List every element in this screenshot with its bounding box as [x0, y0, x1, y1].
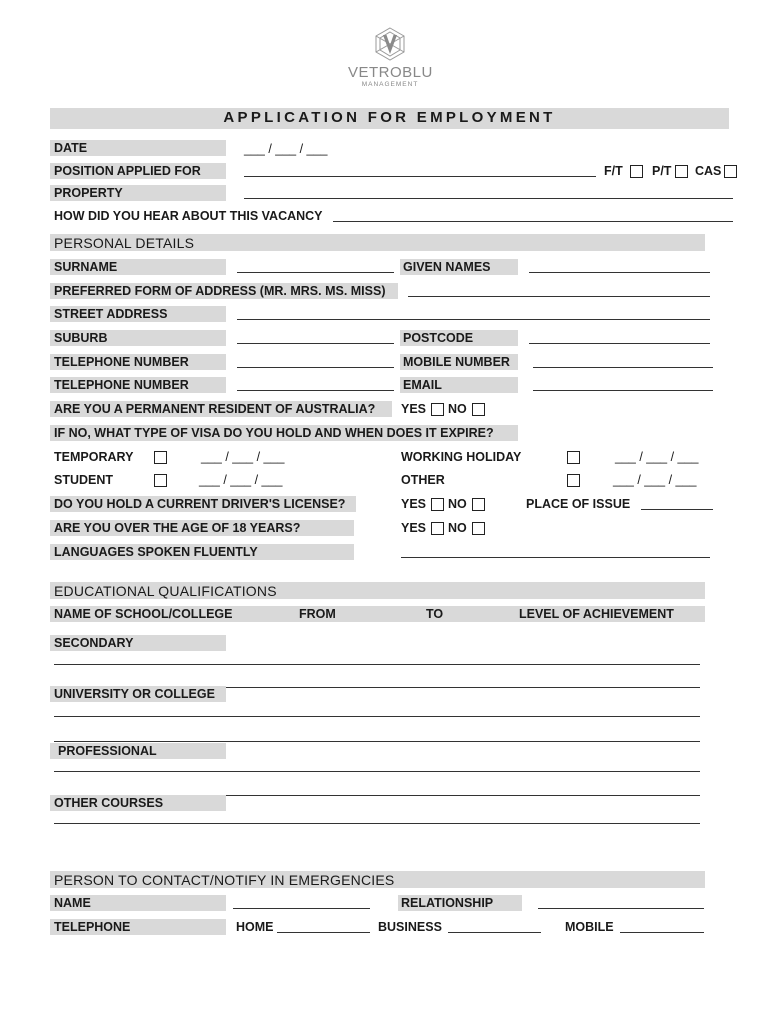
temporary-label: TEMPORARY — [54, 450, 134, 464]
property-field[interactable] — [244, 198, 733, 199]
street-field[interactable] — [237, 319, 710, 320]
logo-emblem-icon — [370, 26, 410, 62]
languages-field[interactable] — [401, 557, 710, 558]
date-field[interactable]: ___ / ___ / ___ — [244, 142, 328, 156]
emergency-telephone-label: TELEPHONE — [54, 920, 131, 934]
preferred-address-field[interactable] — [408, 296, 710, 297]
position-label: POSITION APPLIED FOR — [54, 164, 201, 178]
position-field[interactable] — [244, 176, 596, 177]
resident-question: ARE YOU A PERMANENT RESIDENT OF AUSTRALIA? — [54, 402, 376, 416]
resident-no-label: NO — [448, 402, 467, 416]
property-label: PROPERTY — [54, 186, 123, 200]
logo-subtitle: MANAGEMENT — [361, 81, 419, 88]
visa-question: IF NO, WHAT TYPE OF VISA DO YOU HOLD AND WHEN DOES IT EXPIRE? — [54, 426, 494, 440]
license-question: DO YOU HOLD A CURRENT DRIVER'S LICENSE? — [54, 497, 346, 511]
given-names-field[interactable] — [529, 272, 710, 273]
relationship-field[interactable] — [538, 908, 704, 909]
date-label: DATE — [54, 141, 88, 155]
license-no-checkbox[interactable] — [472, 498, 485, 511]
street-label: STREET ADDRESS — [54, 307, 168, 321]
resident-yes-label: YES — [401, 402, 427, 416]
mobile-field[interactable] — [533, 367, 713, 368]
other-visa-date-field[interactable]: ___ / ___ / ___ — [613, 473, 697, 487]
page-title: APPLICATION FOR EMPLOYMENT — [223, 109, 556, 126]
age-no-checkbox[interactable] — [472, 522, 485, 535]
place-of-issue-field[interactable] — [641, 509, 713, 510]
surname-field[interactable] — [237, 272, 394, 273]
email-field[interactable] — [533, 390, 713, 391]
emergency-heading: PERSON TO CONTACT/NOTIFY IN EMERGENCIES — [54, 872, 395, 888]
telephone-field-1[interactable] — [237, 367, 394, 368]
col-level: LEVEL OF ACHIEVEMENT — [519, 607, 674, 621]
other-courses-line-1[interactable] — [54, 823, 700, 824]
university-line-1[interactable] — [54, 716, 700, 717]
business-label: BUSINESS — [378, 920, 442, 934]
business-field[interactable] — [448, 932, 541, 933]
logo-name: VETROBLU — [348, 64, 433, 81]
telephone-label-2: TELEPHONE NUMBER — [54, 378, 189, 392]
license-no-label: NO — [448, 497, 467, 511]
temporary-date-field[interactable]: ___ / ___ / ___ — [201, 450, 285, 464]
home-field[interactable] — [277, 932, 370, 933]
languages-label: LANGUAGES SPOKEN FLUENTLY — [54, 545, 258, 559]
professional-label: PROFESSIONAL — [58, 744, 157, 758]
emergency-mobile-field[interactable] — [620, 932, 704, 933]
student-date-field[interactable]: ___ / ___ / ___ — [199, 473, 283, 487]
university-label: UNIVERSITY OR COLLEGE — [54, 687, 215, 701]
hear-label: HOW DID YOU HEAR ABOUT THIS VACANCY — [54, 209, 323, 223]
emergency-name-label: NAME — [54, 896, 91, 910]
col-from: FROM — [299, 607, 336, 621]
education-heading: EDUCATIONAL QUALIFICATIONS — [54, 583, 277, 599]
suburb-field[interactable] — [237, 343, 394, 344]
telephone-field-2[interactable] — [237, 390, 394, 391]
postcode-field[interactable] — [529, 343, 710, 344]
place-of-issue-label: PLACE OF ISSUE — [526, 497, 631, 511]
temporary-checkbox[interactable] — [154, 451, 167, 464]
secondary-line-1[interactable] — [54, 664, 700, 665]
secondary-label: SECONDARY — [54, 636, 134, 650]
pt-checkbox[interactable] — [675, 165, 688, 178]
age-question: ARE YOU OVER THE AGE OF 18 YEARS? — [54, 521, 301, 535]
other-visa-label: OTHER — [401, 473, 445, 487]
ft-label: F/T — [604, 164, 623, 178]
suburb-label: SUBURB — [54, 331, 108, 345]
telephone-label-1: TELEPHONE NUMBER — [54, 355, 189, 369]
col-to: TO — [426, 607, 444, 621]
age-no-label: NO — [448, 521, 467, 535]
working-holiday-label: WORKING HOLIDAY — [401, 450, 522, 464]
cas-label: CAS — [695, 164, 722, 178]
personal-heading: PERSONAL DETAILS — [54, 235, 195, 251]
other-courses-label: OTHER COURSES — [54, 796, 164, 810]
postcode-label: POSTCODE — [403, 331, 474, 345]
student-checkbox[interactable] — [154, 474, 167, 487]
working-holiday-date-field[interactable]: ___ / ___ / ___ — [615, 450, 699, 464]
student-label: STUDENT — [54, 473, 114, 487]
ft-checkbox[interactable] — [630, 165, 643, 178]
working-holiday-checkbox[interactable] — [567, 451, 580, 464]
license-yes-label: YES — [401, 497, 427, 511]
emergency-mobile-label: MOBILE — [565, 920, 614, 934]
professional-line-1[interactable] — [54, 771, 700, 772]
relationship-label: RELATIONSHIP — [401, 896, 494, 910]
col-school-name: NAME OF SCHOOL/COLLEGE — [54, 607, 233, 621]
resident-yes-checkbox[interactable] — [431, 403, 444, 416]
age-yes-checkbox[interactable] — [431, 522, 444, 535]
other-visa-checkbox[interactable] — [567, 474, 580, 487]
email-label: EMAIL — [403, 378, 442, 392]
license-yes-checkbox[interactable] — [431, 498, 444, 511]
mobile-label: MOBILE NUMBER — [403, 355, 510, 369]
emergency-name-field[interactable] — [233, 908, 370, 909]
age-yes-label: YES — [401, 521, 427, 535]
pt-label: P/T — [652, 164, 672, 178]
preferred-address-label: PREFERRED FORM OF ADDRESS (MR. MRS. MS. MISS) — [54, 284, 386, 298]
hear-field[interactable] — [333, 221, 733, 222]
cas-checkbox[interactable] — [724, 165, 737, 178]
home-label: HOME — [236, 920, 274, 934]
resident-no-checkbox[interactable] — [472, 403, 485, 416]
company-logo — [348, 26, 432, 92]
university-line-2[interactable] — [54, 741, 700, 742]
surname-label: SURNAME — [54, 260, 118, 274]
given-names-label: GIVEN NAMES — [403, 260, 491, 274]
